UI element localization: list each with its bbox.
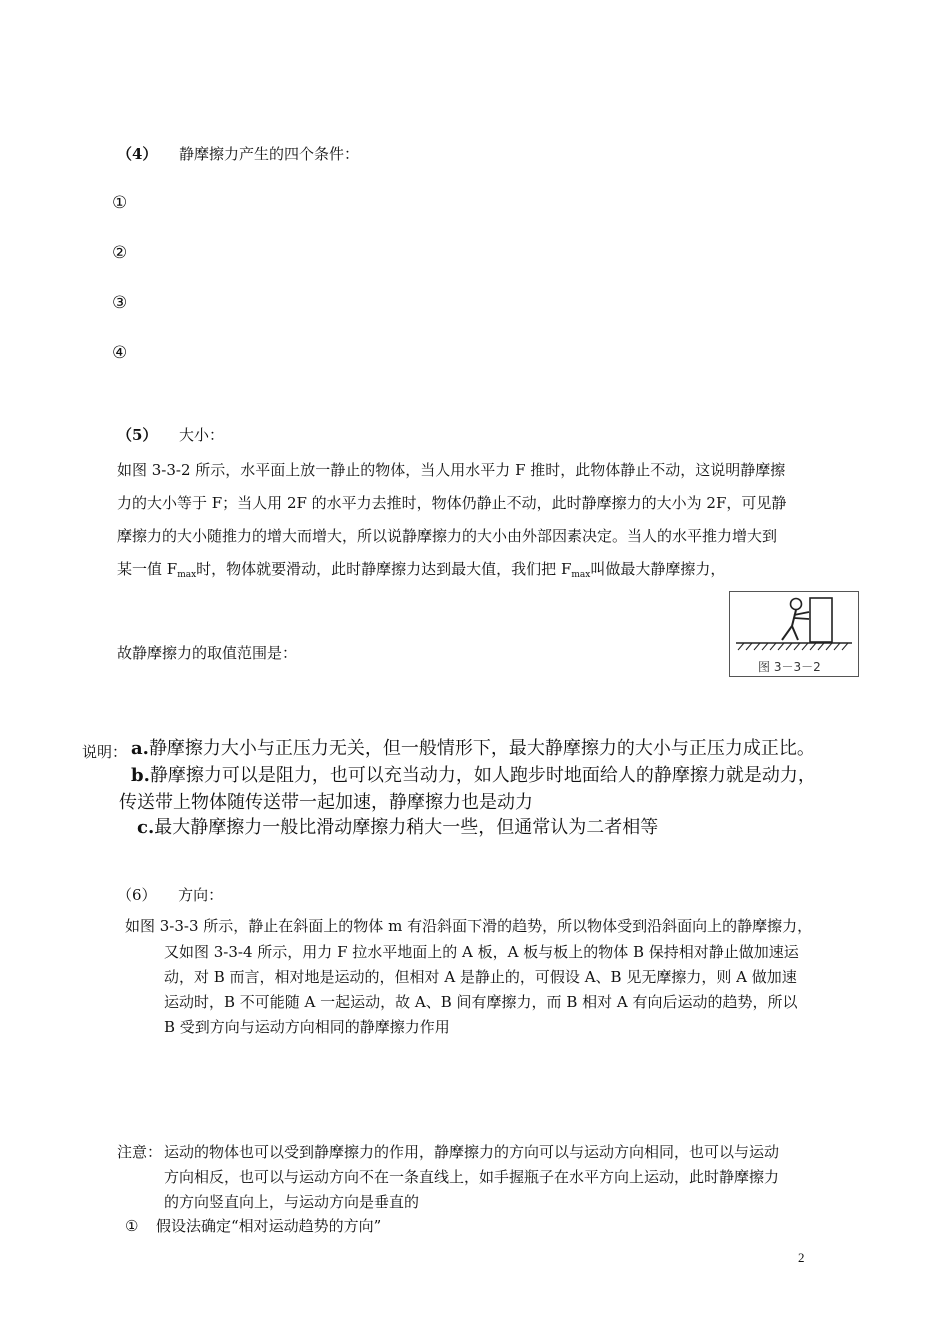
fmax-middle: 时，物体就要滑动，此时静摩擦力达到最大值，我们把 F [196,560,572,578]
note-b-text: 静摩擦力可以是阻力，也可以充当动力，如人跑步时地面给人的静摩擦力就是动力， [149,765,816,786]
section5-header [117,424,224,445]
note-c-text: 最大静摩擦力一般比滑动摩擦力稍大一些，但通常认为二者相等 [154,817,659,838]
s6-line-5: B 受到方向与运动方向相同的静摩擦力作用 [164,1018,450,1036]
fmax-prefix: 某一值 F [117,560,178,578]
condition-item-3: ③ [112,293,128,313]
section6-number: （6） [117,886,157,904]
attention-item-1-marker: ① [125,1217,139,1235]
para-line-4 [117,555,857,590]
fmax-suffix: 叫做最大静摩擦力， [590,560,726,578]
para-line-1: 如图 3-3-2 所示，水平面上放一静止的物体，当人用水平力 F 推时，此物体静止不动，这说明静摩擦 [117,461,786,479]
attention-line-3: 的方向竖直向上，与运动方向是垂直的 [164,1193,420,1211]
range-label: 故静摩擦力的取值范围是： [117,644,298,662]
section5-number: （5） [117,426,158,444]
figure-caption: 图 3－3－2 [758,660,821,674]
section6-header [117,884,223,905]
condition-item-4: ④ [112,343,128,363]
attention-prefix: 注意： [117,1143,163,1161]
note-b [131,763,816,788]
figure-3-3-2 [729,591,859,677]
s6-line-1: 如图 3-3-3 所示，静止在斜面上的物体 m 有沿斜面下滑的趋势，所以物体受到沿斜面向上的静摩擦力， [125,917,813,935]
section4-title: 静摩擦力产生的四个条件： [179,145,360,163]
note-a [131,736,815,761]
note-a-label: a. [131,738,149,759]
section5-paragraph [117,456,857,590]
note-c-label: c. [137,817,155,838]
notes-prefix: 说明： [82,743,128,761]
section6-title: 方向： [178,886,224,904]
para-line-2: 力的大小等于 F；当人用 2F 的水平力去推时，物体仍静止不动，此时静摩擦力的大小为 2F，可见静 [117,494,787,512]
attention-line-1: 运动的物体也可以受到静摩擦力的作用，静摩擦力的方向可以与运动方向相同，也可以与运动 [164,1143,780,1161]
attention-line-2: 方向相反，也可以与运动方向不在一条直线上，如手握瓶子在水平方向上运动，此时静摩擦力 [164,1168,780,1186]
section5-title: 大小： [179,426,225,444]
note-b-label: b. [131,765,150,786]
note-b-continued: 传送带上物体随传送带一起加速，静摩擦力也是动力 [119,792,533,813]
condition-item-2: ② [112,243,128,263]
s6-line-2: 又如图 3-3-4 所示，用力 F 拉水平地面上的 A 板，A 板与板上的物体 B 保持相对静止做加速运 [164,943,799,961]
fmax-subscript-2: max [571,570,591,580]
page-number: 2 [798,1250,805,1265]
s6-line-3: 动，对 B 而言，相对地是运动的，但相对 A 是静止的，可假设 A、B 见无摩擦力，则 A 做加速 [164,968,797,986]
attention-item-1 [125,1215,381,1236]
section4-number: （4） [117,145,158,163]
section4-header [117,143,359,164]
note-a-text: 静摩擦力大小与正压力无关，但一般情形下，最大静摩擦力的大小与正压力成正比。 [148,738,815,759]
para-line-3: 摩擦力的大小随推力的增大而增大，所以说静摩擦力的大小由外部因素决定。当人的水平推力增大到 [117,527,778,545]
s6-line-4: 运动时，B 不可能随 A 一起运动，故 A、B 间有摩擦力，而 B 相对 A 有向后运动的趋势，所以 [164,993,798,1011]
fmax-subscript-1: max [177,570,197,580]
note-c [137,815,658,840]
attention-item-1-text: 假设法确定“相对运动趋势的方向” [156,1217,382,1235]
condition-item-1: ① [112,193,128,213]
